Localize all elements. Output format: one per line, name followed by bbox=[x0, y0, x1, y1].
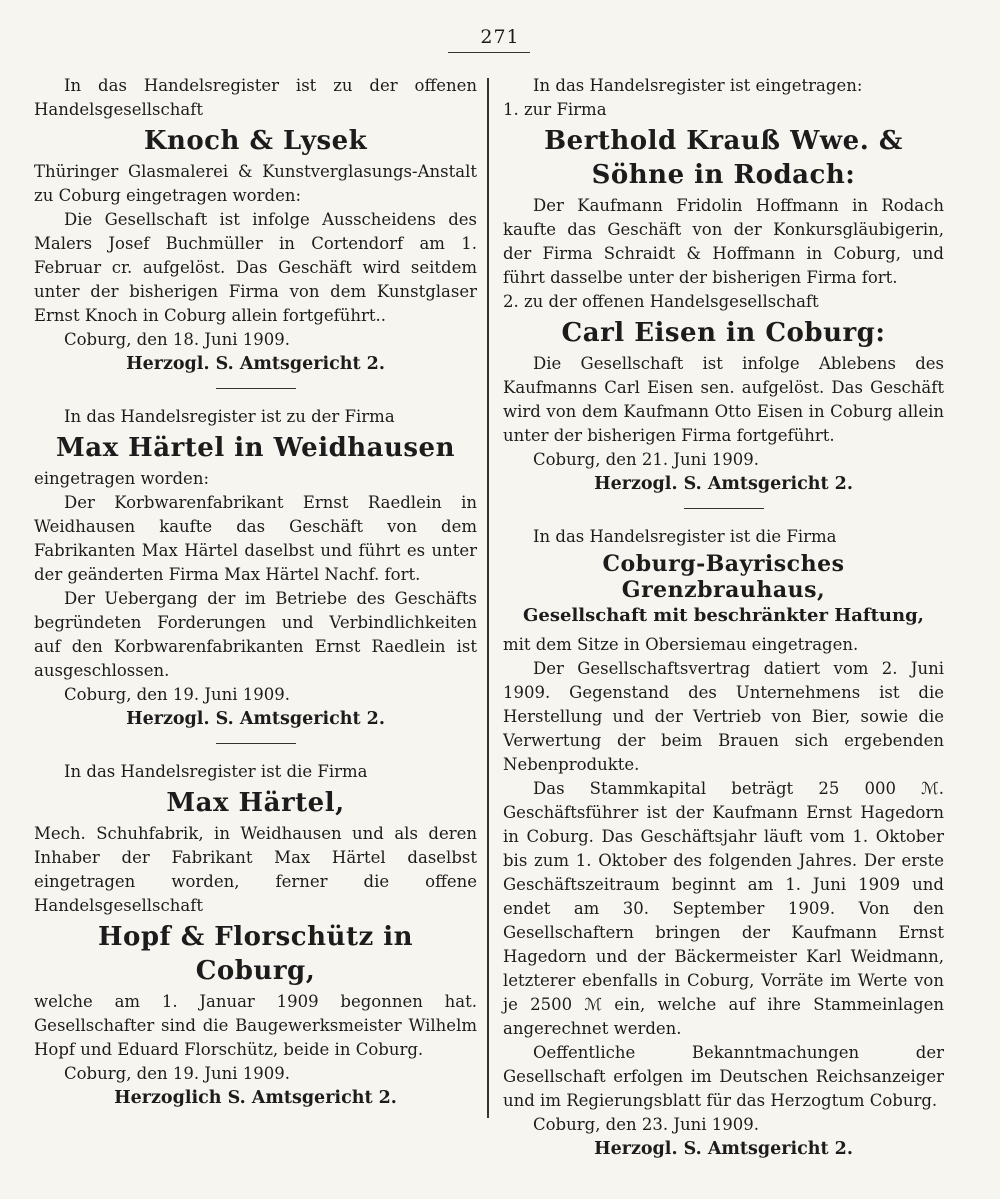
entry-item: 1. zur Firma bbox=[503, 100, 607, 119]
entry-intro: In das Handelsregister ist die Firma bbox=[64, 762, 368, 781]
court-signature: Herzogl. S. Amtsgericht 2. bbox=[594, 1139, 853, 1159]
firm-description: Thüringer Glasmalerei & Kunstverglasungs-Anstalt zu Coburg eingetragen worden: bbox=[34, 162, 477, 205]
entry-text: Mech. Schuhfabrik, in Weidhausen und als deren Inhaber der Fabrikant Max Härtel daselbst eingetragen worden, ferner die offene Handelsgesellschaft bbox=[34, 824, 477, 915]
left-column bbox=[34, 74, 477, 1118]
entry-date: Coburg, den 23. Juni 1909. bbox=[533, 1115, 759, 1134]
court-signature: Herzogl. S. Amtsgericht 2. bbox=[126, 354, 385, 374]
entry-item: 2. zu der offenen Handelsgesellschaft bbox=[503, 292, 819, 311]
entry-text: eingetragen worden: bbox=[34, 469, 210, 488]
entry-text: Der Uebergang der im Betriebe des Geschäfts begründeten Forderungen und Verbindlichkeiten auf den Korbwarenfabrikanten Ernst Raedlein ist ausgeschlossen. bbox=[34, 589, 477, 680]
entry-text: Oeffentliche Bekanntmachungen der Gesellschaft erfolgen im Deutschen Reichsanzeiger und im Regierungsblatt für das Herzogtum Coburg. bbox=[503, 1043, 944, 1110]
firm-name: Max Härtel in Weidhausen bbox=[55, 433, 456, 463]
entry-date: Coburg, den 19. Juni 1909. bbox=[64, 1064, 290, 1083]
entry-intro: In das Handelsregister ist zu der Firma bbox=[64, 407, 395, 426]
firm-name: Hopf & Florschütz in Coburg, bbox=[97, 922, 414, 986]
column-divider bbox=[487, 78, 489, 1118]
firm-name: Carl Eisen in Coburg: bbox=[561, 318, 886, 348]
page-number-rule bbox=[448, 52, 530, 53]
court-signature: Herzogl. S. Amtsgericht 2. bbox=[594, 474, 853, 494]
entry-text: Die Gesellschaft ist infolge Ablebens des Kaufmanns Carl Eisen sen. aufgelöst. Das Geschäft wird von dem Kaufmann Otto Eisen in Coburg allein unter der bisherigen Firma fortgeführt. bbox=[503, 354, 944, 445]
entry-text: Der Kaufmann Fridolin Hoffmann in Rodach kaufte das Geschäft von der Konkursgläubigerin, der Firma Schraidt & Hoffmann in Coburg, und führt dasselbe unter der bisherigen Firma fort. bbox=[503, 196, 944, 287]
section-separator bbox=[216, 388, 296, 389]
entry-text: Der Korbwarenfabrikant Ernst Raedlein in Weidhausen kaufte das Geschäft von dem Fabrikanten Max Härtel daselbst und führt es unter der geänderten Firma Max Härtel Nachf. fort. bbox=[34, 493, 477, 584]
page-number: 271 bbox=[480, 26, 520, 48]
right-column bbox=[503, 74, 944, 1169]
entry-text: mit dem Sitze in Obersiemau eingetragen. bbox=[503, 635, 859, 654]
firm-name: Knoch & Lysek bbox=[143, 126, 368, 156]
entry-text: Das Stammkapital beträgt 25 000 ℳ. Geschäftsführer ist der Kaufmann Ernst Hagedorn in Coburg. Das Geschäftsjahr läuft vom 1. Oktober bis zum 1. Oktober des folgenden Jahres. Der erste Geschäftszeitraum beginnt am 1. Juni 1909 und endet am 30. September 1909. Von den Gesellschaftern bringen der Kaufmann Ernst Hagedorn und der Bäckermeister Karl Weidmann, letzterer ebenfalls in Coburg, Vorräte im Werte von je 2500 ℳ ein, welche auf ihre Stammeinlagen angerechnet werden. bbox=[503, 779, 944, 1038]
entry-intro: In das Handelsregister ist zu der offenen Handelsgesellschaft bbox=[34, 76, 477, 119]
entry-date: Coburg, den 18. Juni 1909. bbox=[64, 330, 290, 349]
entry-text: Der Gesellschaftsvertrag datiert vom 2. Juni 1909. Gegenstand des Unternehmens ist die Herstellung und der Vertrieb von Bier, sowie die Verwertung der beim Brauen sich ergebenden Nebenprodukte. bbox=[503, 659, 944, 774]
entry-text: welche am 1. Januar 1909 begonnen hat. Gesellschafter sind die Baugewerksmeister Wilhelm Hopf und Eduard Florschütz, beide in Coburg. bbox=[34, 992, 477, 1059]
entry-intro: In das Handelsregister ist eingetragen: bbox=[533, 76, 863, 95]
court-signature: Herzogl. S. Amtsgericht 2. bbox=[126, 709, 385, 729]
firm-name: Berthold Krauß Wwe. & Söhne in Rodach: bbox=[544, 126, 903, 190]
firm-legal-form: Gesellschaft mit beschränkter Haftung, bbox=[523, 605, 924, 626]
firm-name: Coburg-Bayrisches Grenzbrauhaus, bbox=[602, 551, 845, 603]
court-signature: Herzoglich S. Amtsgericht 2. bbox=[114, 1088, 397, 1108]
entry-intro: In das Handelsregister ist die Firma bbox=[533, 527, 837, 546]
entry-text: Die Gesellschaft ist infolge Ausscheidens des Malers Josef Buchmüller in Cortendorf am 1. Februar cr. aufgelöst. Das Geschäft wird seitdem unter der bisherigen Firma von dem Kunstglaser Ernst Knoch in Coburg allein fortgeführt.. bbox=[34, 210, 477, 325]
entry-date: Coburg, den 19. Juni 1909. bbox=[64, 685, 290, 704]
section-separator bbox=[216, 743, 296, 744]
entry-date: Coburg, den 21. Juni 1909. bbox=[533, 450, 759, 469]
section-separator bbox=[684, 508, 764, 509]
firm-name: Max Härtel, bbox=[166, 788, 345, 818]
